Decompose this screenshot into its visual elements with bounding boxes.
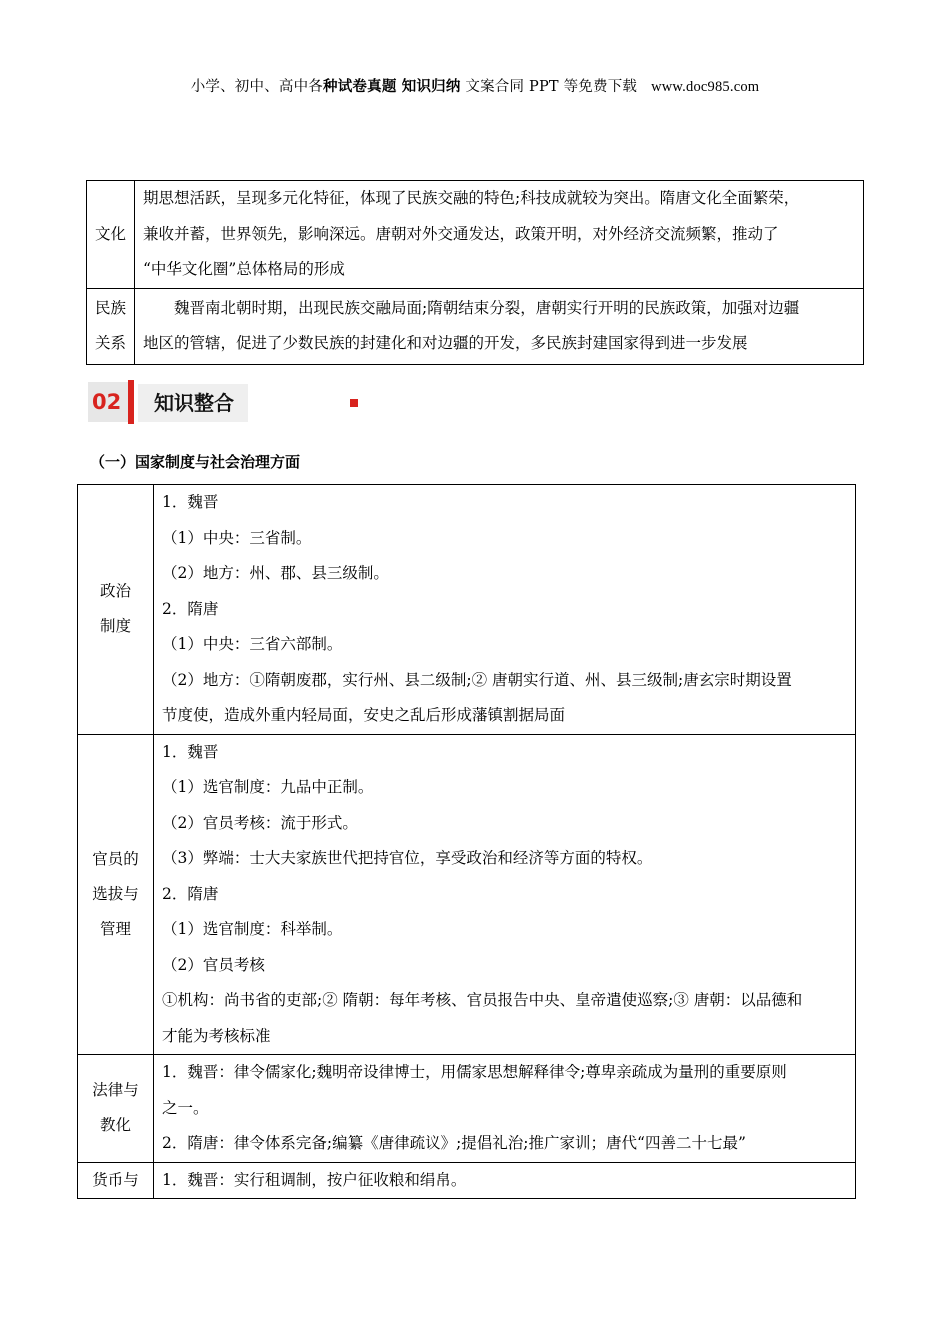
row-label: 法律与 教化 [78,1055,154,1163]
row-label: 官员的 选拔与 管理 [78,734,154,1055]
culture-ethnic-table [86,180,864,365]
row-content: 1．魏晋 （1）中央：三省制。 （2）地方：州、郡、县三级制。 2．隋唐 （1）中央：三省六部制。 （2）地方：①隋朝废郡，实行州、县二级制;② 唐朝实行道、州、县三级制;唐玄宗时期设置 节度使，造成外重内轻局面，安史之乱后形成藩镇割据局面 [154,485,856,735]
section-number-badge: 02 [88,382,128,422]
section-square-icon [350,399,358,407]
knowledge-table [77,484,856,1199]
table-row [87,288,864,364]
table-row [78,485,856,735]
header-text-3: 知识归纳 [396,78,461,95]
table-row [78,1055,856,1163]
header-site-link[interactable]: www.doc985.com [651,79,760,95]
table-row [87,181,864,289]
row-content: 1．魏晋 （1）选官制度：九品中正制。 （2）官员考核：流于形式。 （3）弊端：士大夫家族世代把持官位，享受政治和经济等方面的特权。 2．隋唐 （1）选官制度：科举制。 （2）官员考核 ①机构：尚书省的吏部;② 隋朝：每年考核、官员报告中央、皇帝遣使巡察;③ 唐朝：以品德和 才能为考核标准 [154,734,856,1055]
section-accent-bar [128,380,134,424]
row-label: 民族 关系 [87,288,135,364]
row-content: 1．魏晋：律令儒家化;魏明帝设律博士，用儒家思想解释律令;尊卑亲疏成为量刑的重要原则 之一。 2．隋唐：律令体系完备;编纂《唐律疏议》;提倡礼治;推广家训；唐代“四善二十七最” [154,1055,856,1163]
section-title: 知识整合 [138,384,248,422]
row-label: 文化 [87,181,135,289]
subheading: （一）国家制度与社会治理方面 [90,453,301,471]
row-content: 期思想活跃，呈现多元化特征，体现了民族交融的特色;科技成就较为突出。隋唐文化全面繁荣， 兼收并蓄，世界领先，影响深远。唐朝对外交通发达，政策开明，对外经济交流频繁，推动了 “中华文化圈”总体格局的形成 [135,181,864,289]
row-content: 魏晋南北朝时期，出现民族交融局面;隋朝结束分裂，唐朝实行开明的民族政策，加强对边疆 地区的管辖，促进了少数民族的封建化和对边疆的开发，多民族封建国家得到进一步发展 [135,288,864,364]
row-label: 政治 制度 [78,485,154,735]
table-row [78,734,856,1055]
table-row [78,1162,856,1199]
row-content: 1．魏晋：实行租调制，按户征收粮和绢帛。 [154,1162,856,1199]
section-heading [88,380,278,422]
page-header [0,75,950,96]
header-text-2: 种试卷真题 [323,78,397,95]
header-text-1: 小学、初中、高中各 [190,79,324,95]
row-label: 货币与 [78,1162,154,1199]
header-text-4: 文案合同 PPT 等免费下载 [460,79,638,95]
